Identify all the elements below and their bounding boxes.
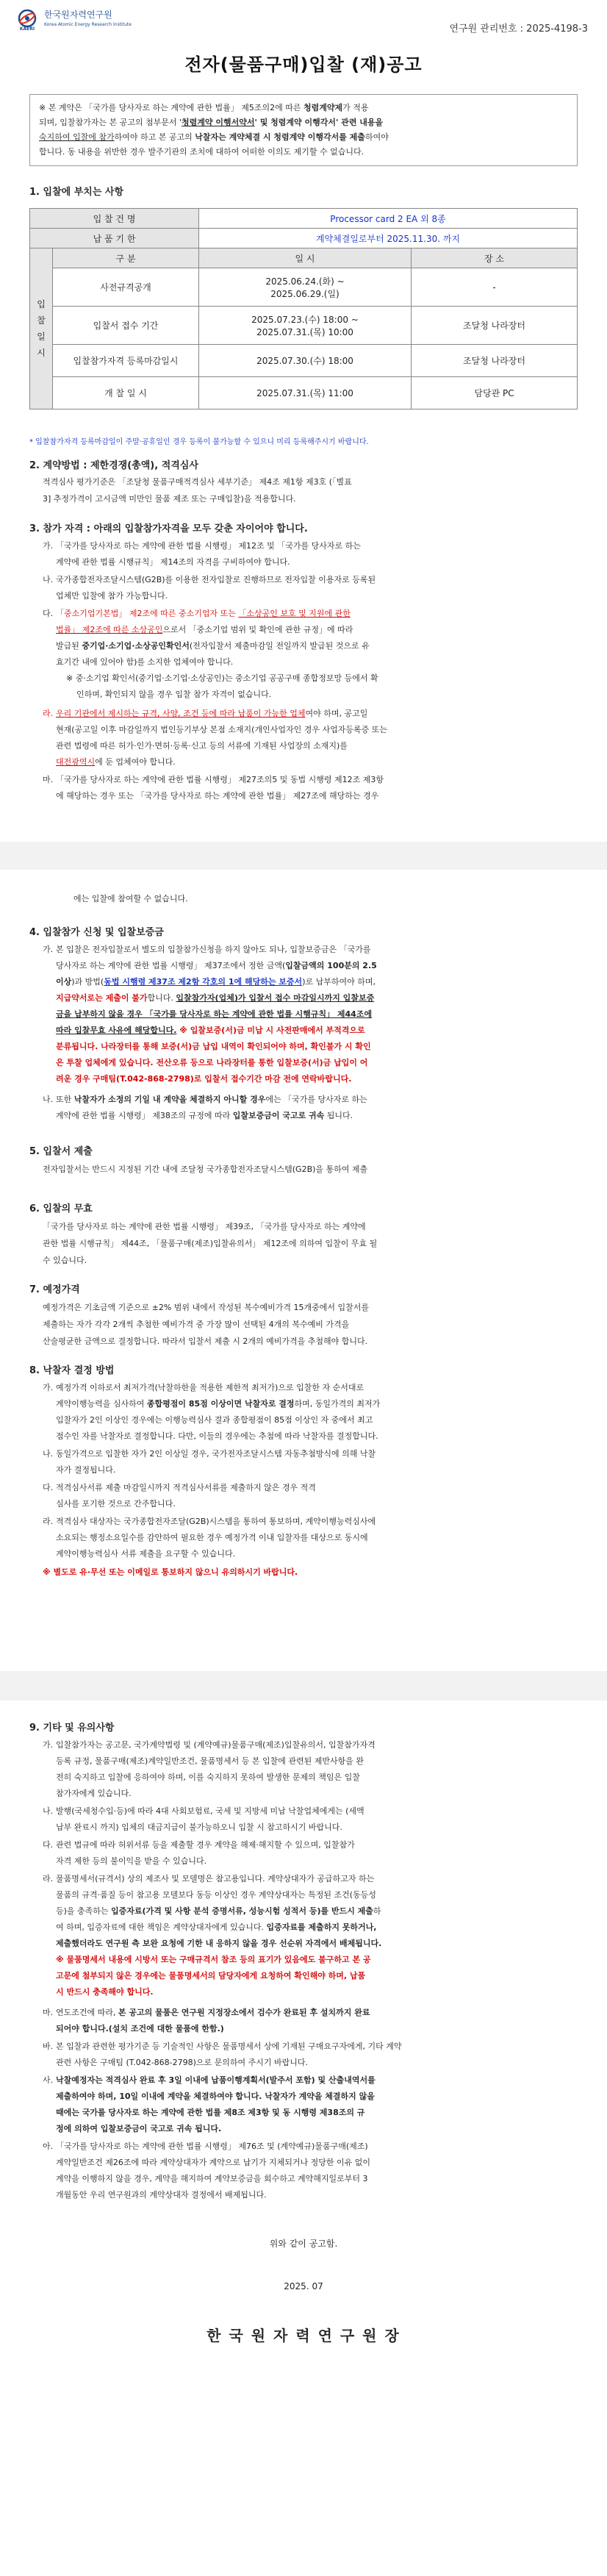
page-gap [0, 842, 607, 870]
closing-text: 위와 같이 공고함. [269, 2239, 338, 2249]
section-3-item-na: 나. 국가종합전자조달시스템(G2B)를 이용한 전자입찰로 진행하므로 전자입찰 이용자로 등록된 업체만 입찰에 참가 가능합니다. [43, 575, 376, 601]
section-8-title: 8. 낙찰자 결정 방법 [29, 1365, 115, 1376]
section-6-body: 「국가를 당사자로 하는 계약에 관한 법률 시행령」 제39조, 「국가를 당사자로 하는 계약에 관한 법률 시행규칙」 제44조, 「물품구매(제조)입찰유의서」 제12조에 의하여 입찰이 무효 될 수 있습니다. [43, 1222, 378, 1265]
page-3 [0, 1700, 607, 2576]
section-9-title: 9. 기타 및 유의사항 [29, 1722, 115, 1734]
table-cell: 담당관 PC [412, 377, 578, 409]
section-4-title: 4. 입찰참가 신청 및 입찰보증금 [29, 927, 164, 938]
table-cell: 조달청 나라장터 [412, 307, 578, 345]
integrity-notice: ※ 본 계약은 「국가를 당사자로 하는 계약에 관한 법률」 제5조의2에 따른 청렴계약제가 적용 되며, 입찰참가자는 본 공고의 첨부문서 '청렴계약 이행서약서' 및 청렴계약 이행각서' 관련 내용을 숙지하여 입찰에 참가하여야 하고 본 공고의 낙찰자는 계약체결 시 청렴계약 이행각서를 제출하여야 합니다. 동 내용을 위반한 경우 발주기관의 조치에 대하여 어떠한 이의도 제기할 수 없습니다. [29, 94, 578, 166]
org-name: 한국원자력연구원 [44, 10, 112, 20]
table-row: 사전규격공개 [53, 268, 199, 307]
section-6-title: 6. 입찰의 무효 [29, 1203, 93, 1214]
section-9-item-da: 다. 관련 법규에 따라 허위서류 등을 제출할 경우 계약을 해제·해지할 수 있으며, 입찰참가 자격 제한 등의 불이익을 받을 수 있습니다. [43, 1840, 355, 1866]
table-row: 입찰서 접수 기간 [53, 307, 199, 345]
section-9-item-ga: 가. 입찰참가자는 공고문, 국가계약법령 및 (계약예규)물품구매(제조)입찰유의서, 입찰참가자격 등록 규정, 물품구매(제조)계약일반조건, 물품명세서 등 본 입찰에 관련된 제반사항을 완 전히 숙지하고 입찰에 응하여야 하며, 이를 숙지하지 못하여 발생한 문제의 책임은 입찰 참가자에게 있습니다. [43, 1740, 376, 1798]
table-note: * 입찰참가자격 등록마감일이 주말·공휴일인 경우 등록이 불가능할 수 있으니 미리 등록해주시기 바랍니다. [29, 438, 369, 446]
page-1 [0, 0, 607, 842]
bid-schedule-side: 입 찰 일 시 [30, 248, 53, 409]
section-9-item-ba: 바. 본 입찰과 관련한 평가기준 등 기술적인 사항은 물품명세서 상에 기재된 구매요구자에게, 기타 계약 관련 사항은 구매팀 (T.042-868-2798)으로 문의하여 주시기 바랍니다. [43, 2042, 402, 2067]
section-5-body: 전자입찰서는 반드시 지정된 기간 내에 조달청 국가종합전자조달시스템(G2B)을 통하여 제출 [43, 1164, 368, 1174]
table-cell: 2025.07.23.(수) 18:00 ~ 2025.07.31.(목) 10:00 [199, 307, 412, 345]
section-9-item-ra: 라. 물품명세서(규격서) 상의 제조사 및 모델명은 참고용입니다. 계약상대자가 공급하고자 하는 물품의 규격·품질 등이 참고용 모델보다 동등 이상인 경우 계약상대자는 특정된 조건(동등성 등)을 충족하는 입증자료(가격 및 사항 분석 증명서류, 성능시험 성적서 등)를 반드시 제출하 여 하며, 입증자료에 대한 책임은 계약상대자에게 있습니다. 입증자료를 제출하지 못하거나, 제출했더라도 연구원 측 보완 요청에 기한 내 응하지 않을 경우 선순위 자격에서 배제됩니다. ※ 물품명세서 내용에 시방서 또는 구매규격서 참조 등의 표기가 있음에도 불구하고 본 공 고문에 첨부되지 않은 경우에는 물품명세서의 담당자에게 요청하여 확인해야 하며, 납품 시 반드시 충족해야 합니다. [43, 1874, 382, 1997]
section-3-item-ra: 라. 우리 기관에서 제시하는 규격, 사양, 조건 등에 따라 납품이 가능한 업체여야 하며, 공고일 현재(공고일 이후 마감일까지 법인등기부상 본점 소재지(개인사업자인 경우 사업자등록증 또는 관련 법령에 따른 허가·인가·면허·등록·신고 등의 서류에 기재된 사업장의 소재지)를 대전광역시에 둔 업체여야 합니다. [43, 709, 387, 767]
section-9-item-ma: 마. 연도조건에 따라, 본 공고의 물품은 연구원 지정장소에서 검수가 완료된 후 설치까지 완료 되어야 합니다.(설치 조건에 대한 물품에 한함.) [43, 2008, 370, 2033]
section-3-item-ga: 가. 「국가를 당사자로 하는 계약에 관한 법률 시행령」 제12조 및 「국가를 당사자로 하는 계약에 관한 법률 시행규칙」 제14조의 자격을 구비하여야 합니다. [43, 541, 361, 567]
section-4-item-ga: 가. 본 입찰은 전자입찰로서 별도의 입찰참가신청을 하지 않아도 되나, 입찰보증금은 「국가를 당사자로 하는 계약에 관한 법률 시행령」 제37조에서 정한 금액(입찰금액의 100분의 2.5 이상)과 방법(동법 시행령 제37조 제2항 각호의 1에 해당하는 보증서)로 납부하여야 하며, 지급약서로는 제출이 불가합니다. 입찰참가자(업체)가 입찰서 접수 마감일시까지 입찰보증 금을 납부하지 않을 경우 「국가를 당사자로 하는 계약에 관한 법률 시행규칙」 제44조에 따라 입찰무효 사유에 해당합니다. ※ 입찰보증(서)금 미납 시 사전판매에서 부적격으로 분류됩니다. 나라장터를 통해 보증(서)금 납입 내역이 확인되어야 하며, 확인불가 시 확인 은 투찰 업체에게 있습니다. 전산오류 등으로 나라장터를 통한 입찰보증(서)금 납입이 어 려운 경우 구매팀(T.042-868-2798)로 입찰서 접수기간 마감 전에 연락바랍니다. [43, 945, 377, 1084]
closing-date: 2025. 07 [284, 2281, 323, 2291]
section-8-item-da: 다. 적격심사서류 제출 마감일시까지 적격심사서류를 제출하지 않은 경우 적격 심사를 포기한 것으로 간주합니다. [43, 1483, 316, 1509]
section-9-item-a: 아. 「국가를 당사자로 하는 계약에 관한 법률 시행령」 제76조 및 (계약예규)물품구매(제조) 계약일반조건 제26조에 따라 계약상대자가 계약으로 납기가 지체되거나 정당한 이유 없이 계약을 이행하지 않을 경우, 계약을 해지하여 계약보증금을 회수하고 계약해지일로부터 3 개월동안 우리 연구원과의 계약상대자 결정에서 배제됩니다. [43, 2142, 370, 2200]
section-3-item-da: 다. 「중소기업기본법」 제2조에 따른 중소기업자 또는 「소상공인 보호 및 지원에 관한 법률」 제2조에 따른 소상공인으로서 「중소기업 범위 및 확인에 관한 규정」에 따라 발급된 중기업·소기업·소상공인확인서(전자입찰서 제출마감일 전일까지 발급된 것으로 유 효기간 내에 있어야 함)를 소지한 업체여야 합니다. ※ 중·소기업 확인서(중기업·소기업·소상공인)는 중소기업 공공구매 종합정보망 등에서 확 인하며, 확인되지 않을 경우 입찰 참가 자격이 없습니다. [43, 609, 378, 699]
bid-info-table [29, 208, 578, 409]
delivery-value: 계약체결일로부터 2025.11.30. 까지 [199, 229, 578, 248]
kaeri-logo-icon [16, 9, 38, 31]
section-5-title: 5. 입찰서 제출 [29, 1146, 93, 1157]
signer: 한 국 원 자 력 연 구 원 장 [206, 2327, 401, 2344]
section-7-body: 예정가격은 기초금액 기준으로 ±2% 범위 내에서 작성된 복수예비가격 15개중에서 입찰서를 제출하는 자가 각각 2개씩 추첨한 예비가격 중 가장 많이 선택된 4개의 복수예비 가격을 산술평균한 금액으로 결정합니다. 따라서 입찰서 제출 시 2개의 예비가격을 추첨해야 합니다. [43, 1303, 370, 1346]
table-cell: 2025.06.24.(화) ~ 2025.06.29.(일) [199, 268, 412, 307]
section-7-title: 7. 예정가격 [29, 1284, 80, 1295]
bid-name-value: Processor card 2 EA 외 8종 [199, 209, 578, 229]
table-cell: 2025.07.31.(목) 11:00 [199, 377, 412, 409]
section-8-item-ra: 라. 적격심사 대상자는 국가종합전자조달(G2B)시스템을 통하여 통보하며, 계약이행능력심사에 소요되는 행정소요일수를 감안하여 필요한 경우 예정가격 이내 입찰자를 대상으로 동시에 계약이행능력심사 서류 제출을 요구할 수 있습니다. [43, 1517, 376, 1559]
table-cell: - [412, 268, 578, 307]
management-number: 연구원 관리번호 : 2025-4198-3 [449, 24, 588, 35]
bid-name-header: 입 찰 건 명 [30, 209, 199, 229]
table-cell: 2025.07.30.(수) 18:00 [199, 345, 412, 377]
col-category: 구 분 [53, 248, 199, 268]
table-row: 입찰참가자격 등록마감일시 [53, 345, 199, 377]
section-3-item-ma-cont: 에는 입찰에 참여할 수 없습니다. [73, 894, 188, 904]
table-row: 개 찰 일 시 [53, 377, 199, 409]
section-1-title: 1. 입찰에 부치는 사항 [29, 187, 124, 198]
page-title: 전자(물품구매)입찰 (재)공고 [184, 54, 423, 75]
col-datetime: 일 시 [199, 248, 412, 268]
org-logo [16, 9, 132, 31]
section-8-note: ※ 별도로 유·무선 또는 이메일로 통보하지 않으니 유의하시기 바랍니다. [43, 1567, 298, 1577]
delivery-header: 납 품 기 한 [30, 229, 199, 248]
col-location: 장 소 [412, 248, 578, 268]
section-9-item-sa: 사. 낙찰예정자는 적격심사 완료 후 3일 이내에 납품이행계획서(발주서 포함) 및 산출내역서를 제출하여야 하며, 10일 이내에 계약을 체결하여야 합니다. 낙찰자가 계약을 체결하지 않을 때에는 국가를 당사자로 하는 계약에 관한 법률 제8조 제3항 및 동 시행령 제38조의 규 정에 의하여 입찰보증금이 국고로 귀속 됩니다. [43, 2075, 376, 2133]
page-gap [0, 1671, 607, 1700]
page-2 [0, 870, 607, 1671]
svg-text:KAERI: KAERI [19, 26, 35, 31]
org-name-en: Korea Atomic Energy Research Institute [44, 22, 132, 27]
section-8-item-na: 나. 동일가격으로 입찰한 자가 2인 이상일 경우, 국가전자조달시스템 자동추첨방식에 의해 낙찰 자가 결정됩니다. [43, 1449, 376, 1475]
section-2-body: 적격심사 평가기준은 「조달청 물품구매적격심사 세부기준」 제4조 제1항 제3호 (「별표 3] 추정가격이 고시금액 미만인 물품 제조 또는 구매입찰)을 적용합니다. [43, 477, 352, 504]
section-2-title: 2. 계약방법 : 제한경쟁(총액), 적격심사 [29, 460, 198, 471]
section-8-item-ga: 가. 예정가격 이하로서 최저가격(낙찰하한율 적용한 제한적 최저가)으로 입찰한 자 순서대로 계약이행능력을 심사하여 종합평점이 85점 이상이면 낙찰자로 결정하며, 동일가격의 최저가 입찰자가 2인 이상인 경우에는 이행능력심사 결과 종합평점이 85점 이상인 자 중에서 최고 점수인 자를 낙찰자로 결정합니다. 다만, 이들의 경우에는 추첨에 따라 낙찰자를 결정합니다. [43, 1383, 381, 1441]
table-cell: 조달청 나라장터 [412, 345, 578, 377]
section-4-item-na: 나. 또한 낙찰자가 소정의 기일 내 계약을 체결하지 아니할 경우에는 「국가를 당사자로 하는 계약에 관한 법률 시행령」 제38조의 규정에 따라 입찰보증금이 국고로 귀속 됩니다. [43, 1095, 367, 1120]
section-3-item-ma: 마. 「국가를 당사자로 하는 계약에 관한 법률 시행령」 제27조의5 및 동법 시행령 제12조 제3항 에 해당하는 경우 또는 「국가를 당사자로 하는 계약에 관한 법률」 제27조에 해당하는 경우 [43, 775, 384, 801]
section-9-item-na: 나. 발행(국세청수입·등)에 따라 4대 사회보험료, 국세 및 지방세 미납 낙찰업체에게는 (세액 납부 완료시 까지) 입체의 대금지급이 불가능하오니 입찰 시 참고하시기 바랍니다. [43, 1806, 364, 1832]
section-3-title: 3. 참가 자격 : 아래의 입찰참가자격을 모두 갖춘 자이어야 합니다. [29, 523, 308, 534]
